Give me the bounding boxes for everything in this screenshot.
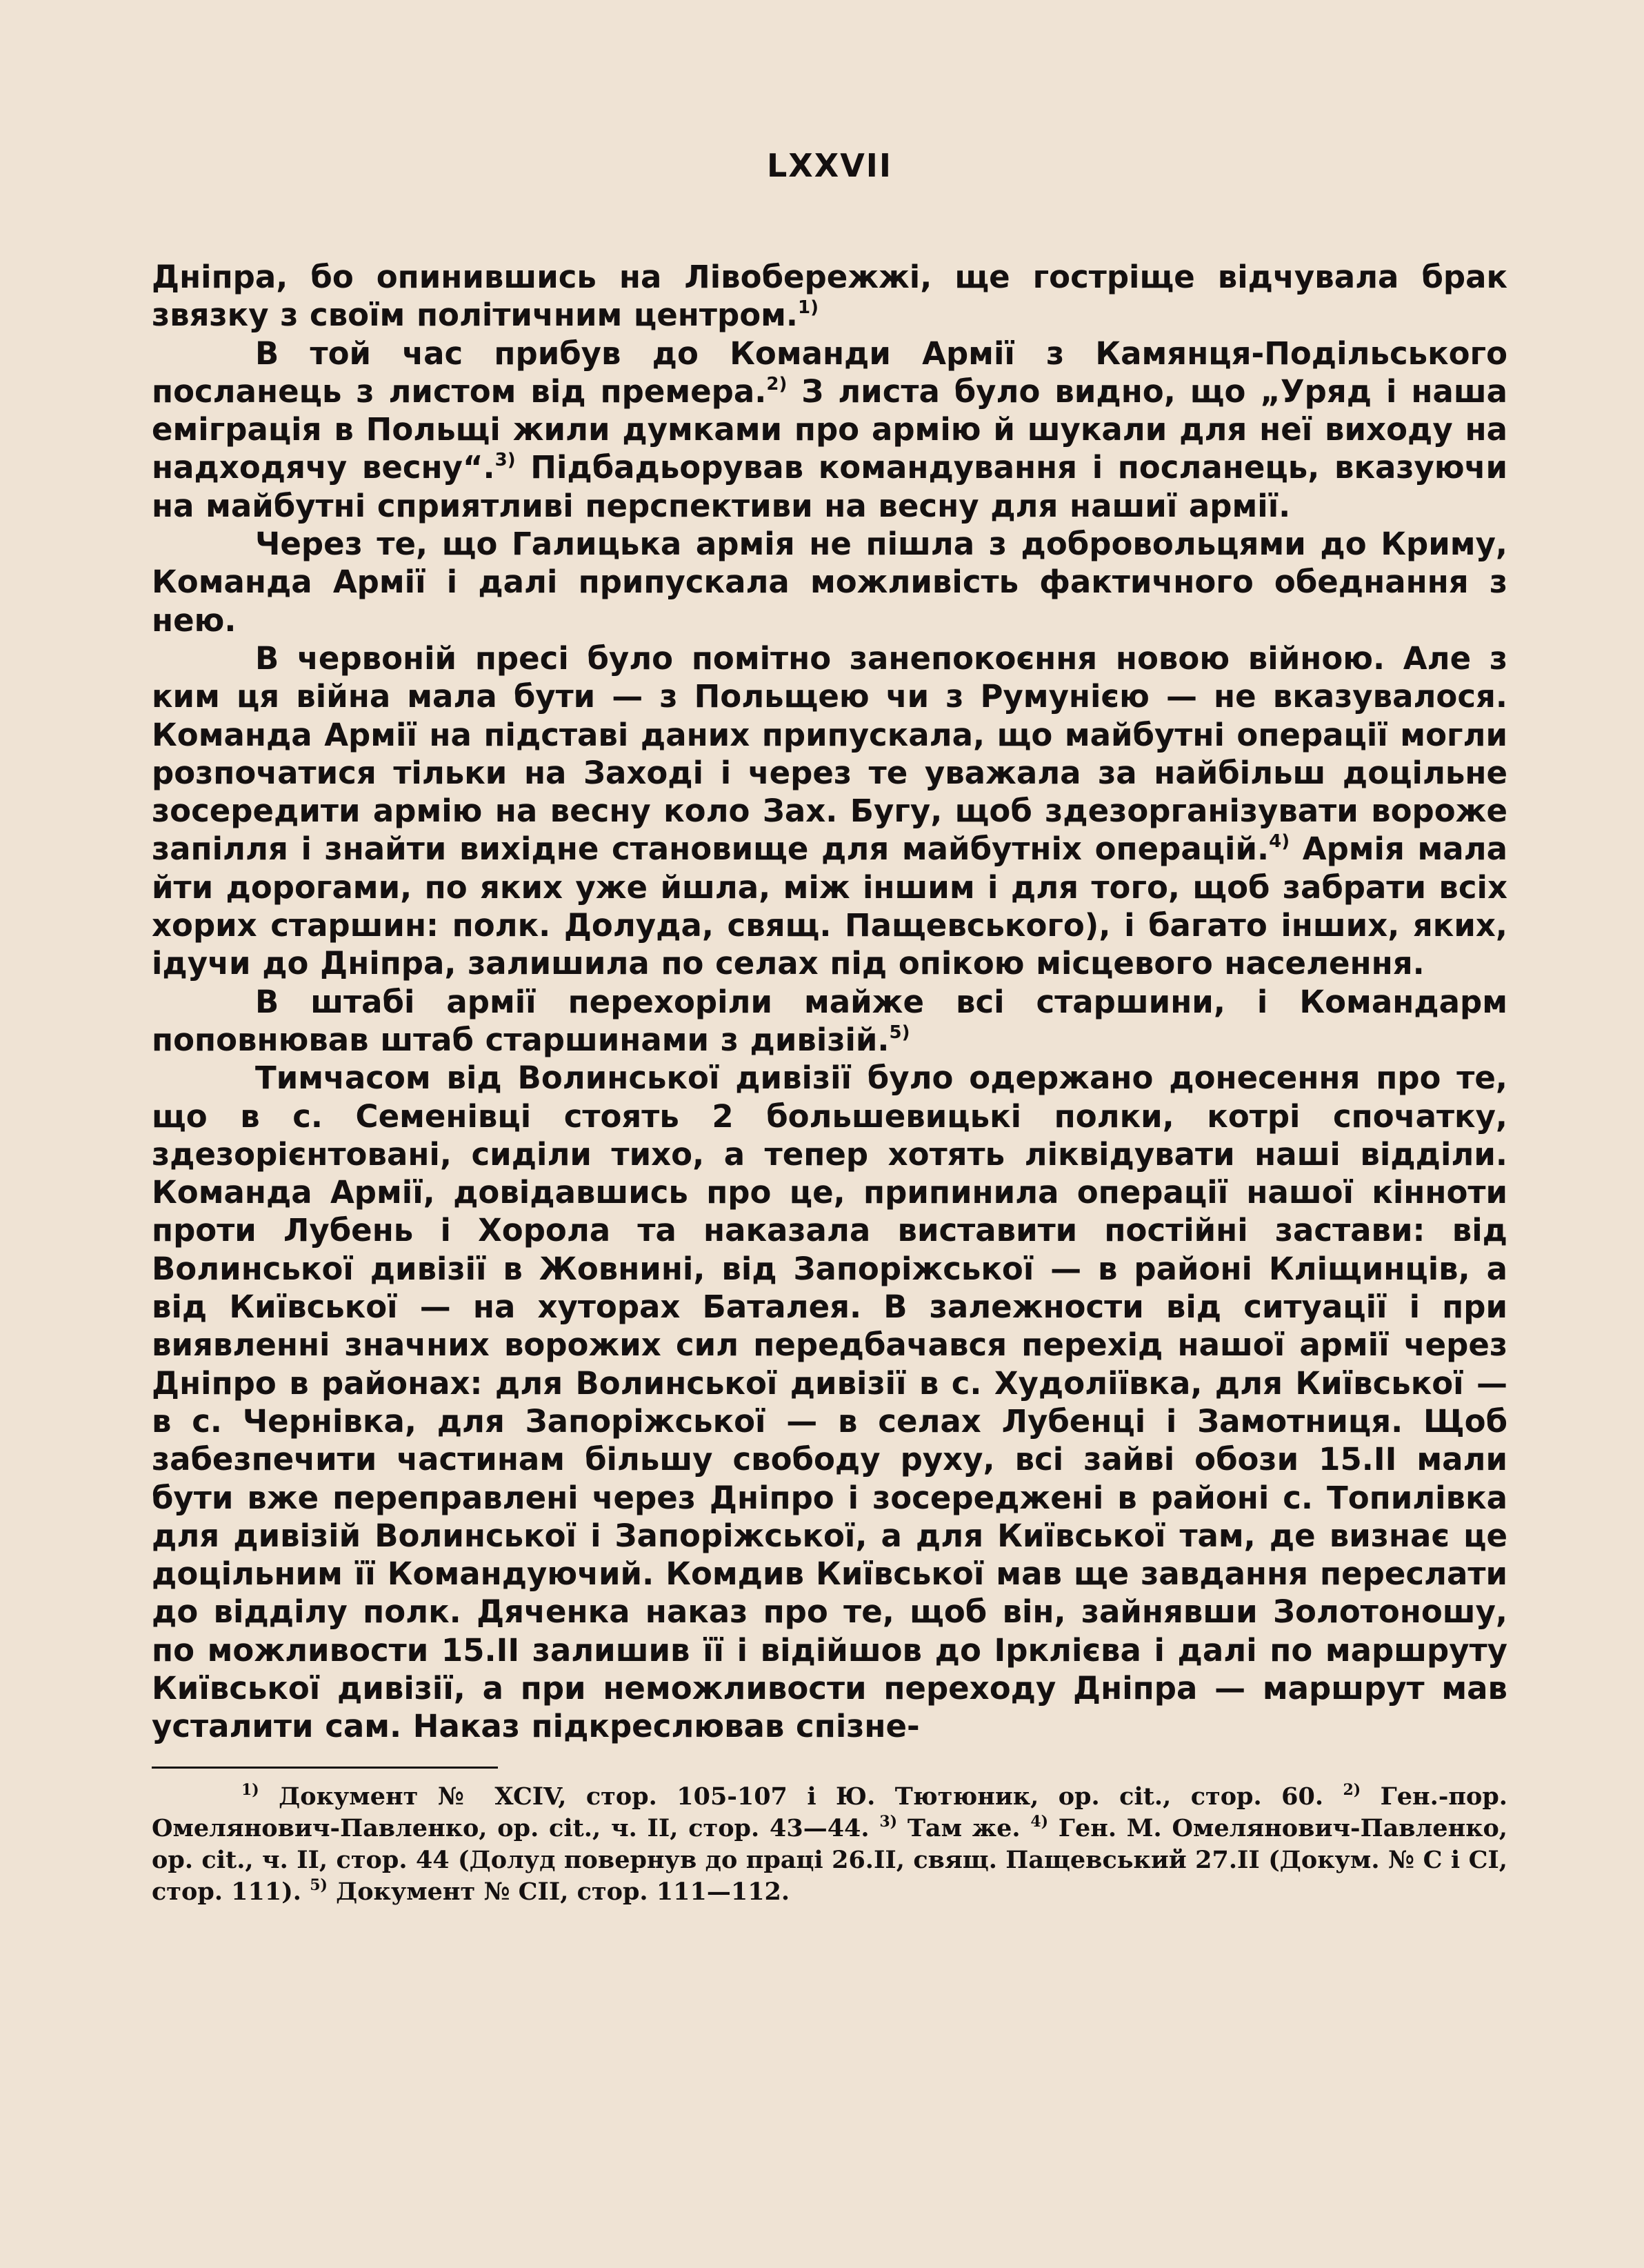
footnote-marker: 2) — [1343, 1780, 1361, 1799]
text-run: Документ № XCIV, стор. 105-107 і Ю. Тютюник, op. cit., стор. 60. — [259, 1782, 1343, 1811]
text-run: Тимчасом від Волинської дивізії було одержано донесення про те, що в с. Семенівці стоять 2 большевицькі полки, котрі спочатку, здезорієнтовані, сиділи тихо, а тепер хотять ліквідувати наші відділи. Команда Армії, довідавшись про це, припинила операції нашої кінноти проти Лубень і Хорола та наказала виставити постійні застави: від Волинської дивізії в Жовнині, від Запоріжської — в районі Кліщинців, а від Київської — на хуторах Баталея. В залежности від ситуації і при виявленні значних ворожих сил передбачався перехід нашої армії через Дніпро в районах: для Волинської дивізії в с. Худоліївка, для Київської — в с. Чернівка, для Запоріжської — в селах Лубенці і Замотниця. Щоб забезпечити частинам більшу свободу руху, всі зайві обози 15.II мали бути вже переправлені через Дніпро і зосереджені в районі с. Топилівка для дивізій Волинської і Запоріжської, а для Київської там, де визнає це доцільним її Командуючий. Комдив Київської мав ще завдання переслати до відділу полк. Дяченка наказ про те, щоб він, зайнявши Золотоношу, по можливости 15.II залишив її і відійшов до Ірклієва і далі по маршруту Київської дивізії, а при неможливости переходу Дніпра — маршрут мав усталити сам. Наказ підкреслював спізне- — [152, 1060, 1507, 1745]
footnote-marker: 4) — [1269, 831, 1290, 853]
text-run: Армія мала йти дорогами, по яких уже йшла, між іншим і для того, щоб забрати всіх хорих старшин: полк. Долуда, свящ. Пащевського), і багато інших, яких, ідучи до Дніпра, залишила по селах під опікою місцевого населення. — [152, 830, 1507, 982]
footnote-marker: 1) — [241, 1780, 259, 1799]
footnote-marker: 3) — [879, 1812, 898, 1831]
text-run: Підбадьорував командування і посланець, вказуючи на майбутні сприятливі перспективи на весну для нашиї армії. — [152, 449, 1508, 524]
paragraph — [152, 525, 1507, 639]
text-run: Там же. — [897, 1813, 1031, 1842]
text-run: Через те, що Галицька армія не пішла з добровольцями до Криму, Команда Армії і далі припускала можливість фактичного обеднання з нею. — [152, 526, 1507, 639]
paragraph — [152, 639, 1507, 983]
text-run: Документ № СІІ, стор. 111—112. — [327, 1877, 790, 1906]
paragraph — [152, 335, 1507, 525]
page-number: LXXVII — [766, 147, 893, 184]
footnote-marker: 2) — [766, 373, 788, 395]
body-text — [152, 258, 1507, 1746]
footnote-marker: 3) — [494, 450, 516, 471]
text-run: Дніпра, бо опинившись на Лівобережжі, ще гостріще відчувала брак звязку з своїм політичним центром. — [152, 259, 1507, 334]
footnote-marker: 1) — [797, 297, 819, 319]
text-run: В штабі армії перехоріли майже всі старшини, і Командарм поповнював штаб старшинами з дивізій. — [152, 983, 1507, 1058]
footnotes — [152, 1781, 1507, 1908]
paragraph — [152, 258, 1507, 335]
paragraph — [152, 983, 1507, 1060]
text-run: З листа було видно, що „Уряд і наша еміграція в Польщі жили думками про армію й шукали для неї виходу на надходячу весну“. — [152, 372, 1507, 486]
footnote-divider — [152, 1767, 498, 1769]
text-run: В той час прибув до Команди Армії з Камянця-Подільського посланець з листом від премера. — [152, 335, 1507, 410]
text-run: Ген. М. Омелянович-Павленко, op. cit., ч. II, стор. 44 (Долуд повернув до праці 26.II, свящ. Пащевський 27.II (Докум. № С і СІ, стор. 111). — [152, 1813, 1507, 1906]
paragraph — [152, 1059, 1507, 1745]
footnote-marker: 5) — [889, 1022, 910, 1043]
footnote-marker: 5) — [310, 1876, 328, 1894]
text-run: Ген.-пор. Омелянович-Павленко, op. cit., ч. II, стор. 43—44. — [152, 1782, 1507, 1842]
book-page — [152, 145, 1507, 1908]
footnote-marker: 4) — [1030, 1812, 1049, 1831]
text-run: В червоній пресі було помітно занепокоєння новою війною. Але з ким ця війна мала бути — з Польщею чи з Румунією — не вказувалося. Команда Армії на підставі даних припускала, що майбутні операції могли розпочатися тільки на Заході і через те уважала за найбільш доцільне зосередити армію на весну коло Зах. Бугу, щоб здезорганізувати вороже запілля і знайти вихідне становище для майбутніх операцій. — [152, 639, 1507, 868]
